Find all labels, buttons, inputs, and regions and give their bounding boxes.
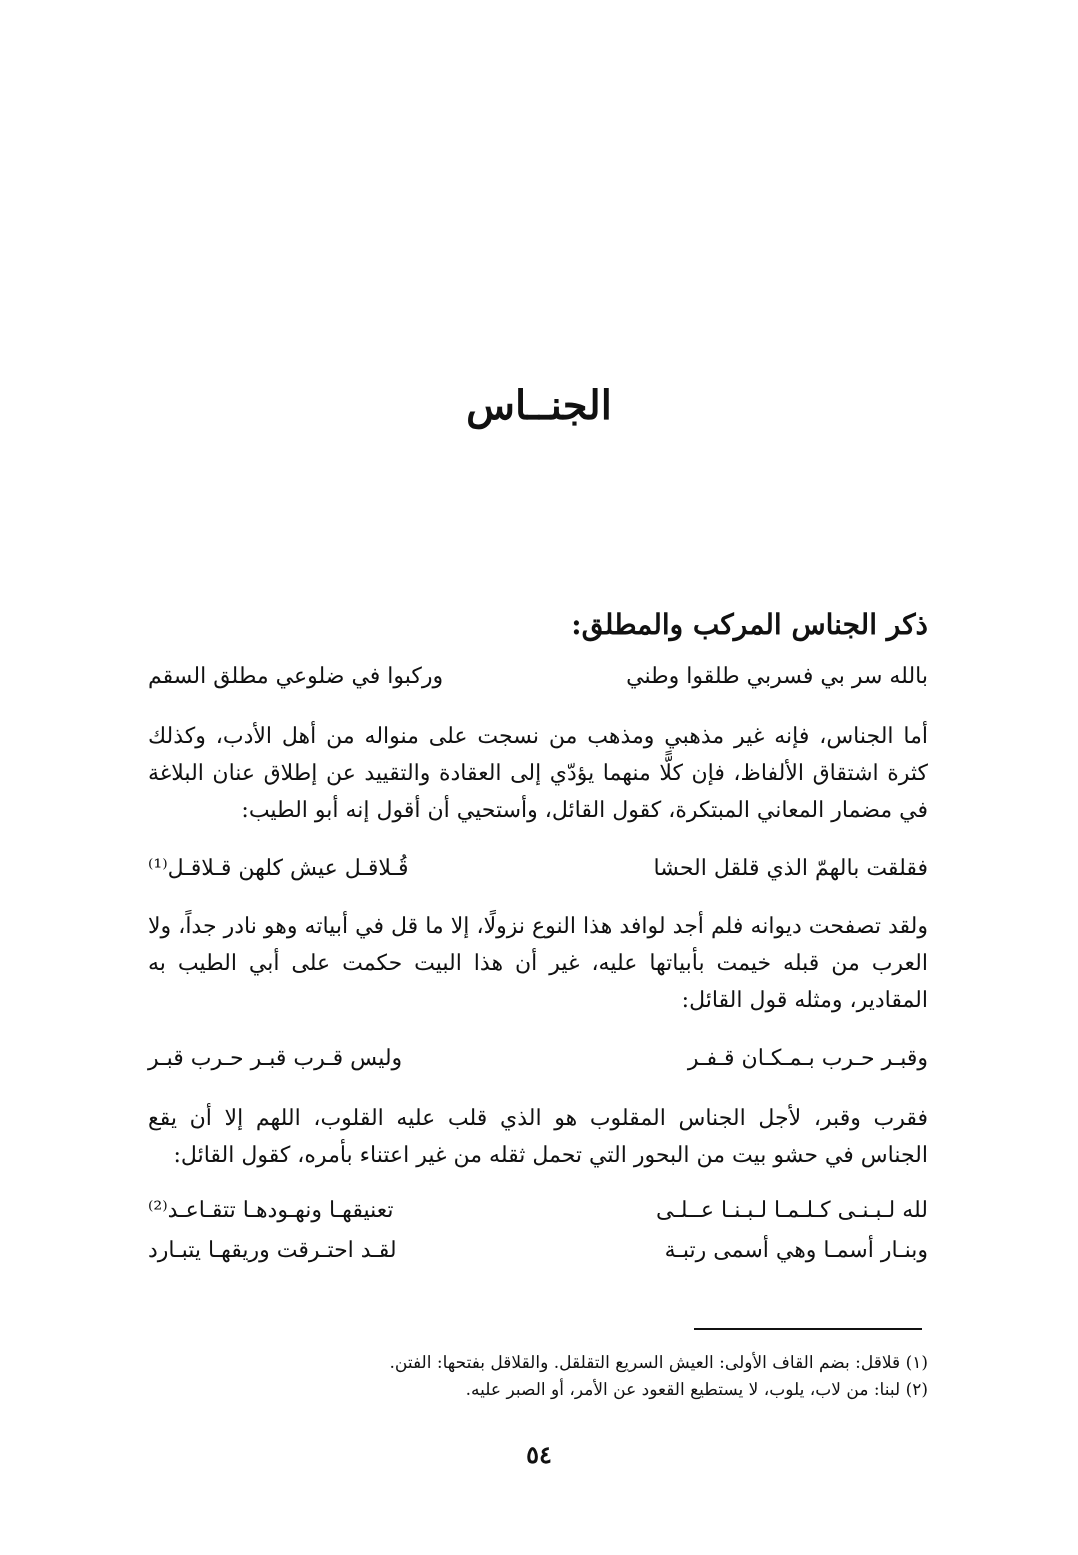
verse-4-second-hemistich: تعنيقهـا ونهـودهـا تتقـاعـد⁽²⁾ [148, 1198, 394, 1223]
footnote-2: (٢) لبنا: من لاب، يلوب، لا يستطيع القعود عن الأمر، أو الصبر عليه. [465, 1380, 928, 1400]
chapter-title: الجنــاس [466, 382, 612, 429]
footnote-1: (١) قلاقل: بضم القاف الأولى: العيش السريع التقلقل. والقلاقل بفتحها: الفتن. [389, 1353, 928, 1373]
paragraph-1: أما الجناس، فإنه غير مذهبي ومذهب من نسجت على منواله من أهل الأدب، وكذلك كثرة اشتقاق الألفاظ، فإن كلًّا منهما يؤدّي إلى العقادة والتقييد عن إطلاق عنان البلاغة في مضمار المعاني المبتكرة، كقول القائل، وأستحيي أن أقول إنه أبو الطيب: [148, 724, 928, 823]
verse-3-first-hemistich: وقبـر حـرب بـمـكـان قـفـر [687, 1046, 928, 1071]
footnotes [148, 1350, 928, 1404]
footnote-divider [694, 1328, 922, 1330]
verse-5-second-hemistich: لقـد احتـرقت وريقهـا يتبـارد [148, 1238, 397, 1263]
verse-line-2 [148, 856, 928, 896]
verse-line-4 [148, 1198, 928, 1238]
verse-2-first-hemistich: فقلقت بالهمّ الذي قلقل الحشا [653, 856, 928, 881]
verse-line-3 [148, 1046, 928, 1086]
verse-5-first-hemistich: وبنـار أسمـا وهي أسمى رتبـة [664, 1238, 928, 1263]
verse-line-1 [148, 664, 928, 704]
verse-1-second-hemistich: وركبوا في ضلوعي مطلق السقم [148, 664, 444, 689]
section-heading: ذكر الجناس المركب والمطلق: [571, 608, 928, 641]
verse-2-second-hemistich: قُـلاقـل عيش كلهن قـلاقـل⁽¹⁾ [148, 856, 409, 881]
paragraph-3: فقرب وقبر، لأجل الجناس المقلوب هو الذي قلب عليه القلوب، اللهم إلا أن يقع الجناس في حشو بيت من البحور التي تحمل ثقله من غير اعتناء بأمره، كقول القائل: [148, 1106, 928, 1168]
verse-4-first-hemistich: لله لـبـنـى كـلـمـا لـبـنـا عــلـى [655, 1198, 928, 1223]
page-number: ٥٤ [526, 1440, 552, 1469]
verse-line-5 [148, 1238, 928, 1278]
verse-3-second-hemistich: وليس قـرب قبـر حـرب قبـر [148, 1046, 403, 1071]
paragraph-2: ولقد تصفحت ديوانه فلم أجد لوافد هذا النوع نزولًا، إلا ما قل في أبياته وهو نادر جداً، ولا العرب من قبله خيمت بأبياتها عليه، غير أن هذا البيت حكمت على أبي الطيب به المقادير، ومثله قول القائل: [148, 914, 928, 1013]
verse-1-first-hemistich: بالله سر بي فسربي طلقوا وطني [626, 664, 928, 689]
